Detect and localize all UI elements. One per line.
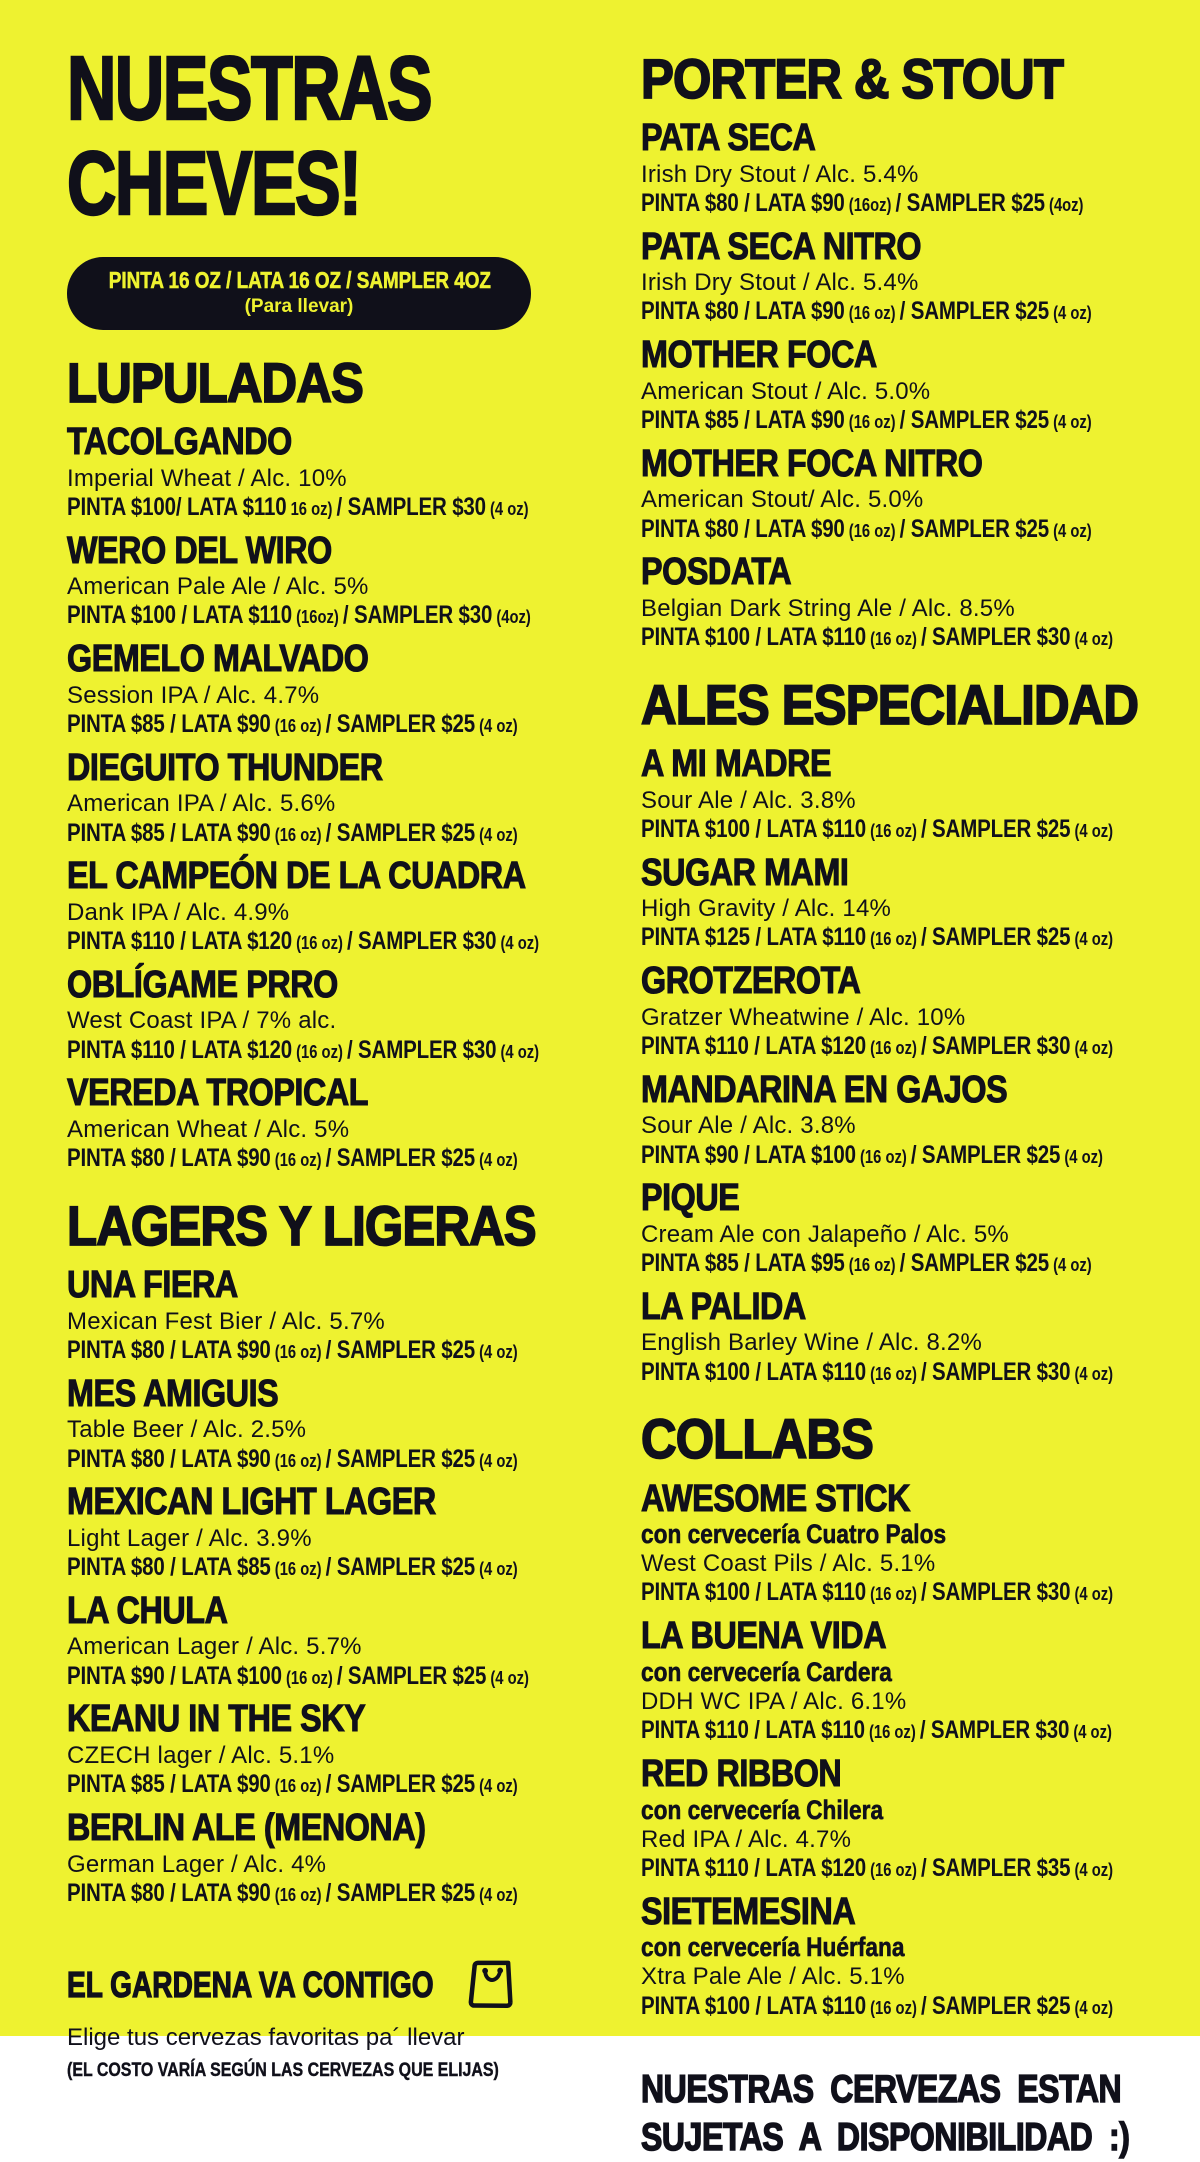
item-name: DIEGUITO THUNDER xyxy=(67,746,383,789)
price-pinta-lata: PINTA $100/ LATA $110 xyxy=(67,492,287,521)
item-style-abv: Dank IPA / Alc. 4.9% xyxy=(67,898,290,926)
item-style-abv: Irish Dry Stout / Alc. 5.4% xyxy=(641,269,919,297)
item-name: KEANU IN THE SKY xyxy=(67,1698,366,1741)
serving-sizes-text: PINTA 16 OZ / LATA 16 OZ / SAMPLER 4OZ xyxy=(108,267,491,293)
item-style-abv: West Coast IPA / 7% alc. xyxy=(67,1007,337,1035)
price-pinta-lata: PINTA $80 / LATA $90 xyxy=(67,1878,271,1907)
menu-item xyxy=(67,1698,572,1799)
price-sampler-size: (4 oz) xyxy=(1060,1146,1103,1167)
item-style-abv: American Lager / Alc. 5.7% xyxy=(67,1633,362,1661)
page-title-line2: CHEVES! xyxy=(67,133,361,234)
price-sampler: / SAMPLER $25 xyxy=(325,1770,476,1799)
price-can-size: (16 oz) xyxy=(855,1146,911,1167)
item-name: MEXICAN LIGHT LAGER xyxy=(67,1481,436,1524)
price-can-size: (16 oz) xyxy=(866,1584,921,1605)
price-sampler-size: (4 oz) xyxy=(1069,1722,1112,1743)
price-sampler: / SAMPLER $25 xyxy=(899,1249,1050,1278)
price-can-size: (16 oz) xyxy=(270,1884,326,1905)
item-name: EL CAMPEÓN DE LA CUADRA xyxy=(67,855,526,898)
price-sampler: / SAMPLER $30 xyxy=(920,1578,1071,1607)
menu-item xyxy=(641,1891,1181,2021)
price-sampler-size: (4 oz) xyxy=(475,1341,518,1362)
section-title: LUPULADAS xyxy=(67,351,363,414)
item-collab-brewery: con cervecería Cuatro Palos xyxy=(641,1519,947,1550)
item-price-line xyxy=(641,923,1114,952)
menu-item xyxy=(67,1072,572,1173)
price-sampler: / SAMPLER $25 xyxy=(899,297,1050,326)
price-sampler: / SAMPLER $25 xyxy=(325,1444,476,1473)
menu-item xyxy=(67,638,572,739)
price-can-size: (16 oz) xyxy=(270,1450,326,1471)
menu-item xyxy=(67,1590,572,1691)
price-pinta-lata: PINTA $125 / LATA $110 xyxy=(641,923,867,952)
availability-note xyxy=(641,2066,1181,2161)
item-name: PATA SECA NITRO xyxy=(641,225,922,268)
item-name: LA CHULA xyxy=(67,1589,228,1632)
item-style-abv: High Gravity / Alc. 14% xyxy=(641,895,892,923)
item-style-abv: Session IPA / Alc. 4.7% xyxy=(67,681,320,709)
takeaway-header xyxy=(67,1964,572,2006)
item-collab-brewery: con cervecería Huérfana xyxy=(641,1932,905,1963)
price-sampler-size: (4 oz) xyxy=(496,1041,540,1062)
item-style-abv: English Barley Wine / Alc. 8.2% xyxy=(641,1329,983,1357)
price-sampler: / SAMPLER $25 xyxy=(325,1553,476,1582)
item-style-abv: Imperial Wheat / Alc. 10% xyxy=(67,464,347,492)
price-can-size: (16 oz) xyxy=(866,929,921,950)
item-style-abv: Light Lager / Alc. 3.9% xyxy=(67,1524,312,1552)
price-sampler: / SAMPLER $25 xyxy=(325,1335,476,1364)
price-sampler-size: (4 oz) xyxy=(1049,520,1092,541)
menu-item xyxy=(67,964,572,1065)
price-sampler-size: (4 oz) xyxy=(1070,1859,1114,1880)
price-sampler: / SAMPLER $25 xyxy=(325,818,476,847)
price-can-size: (16 oz) xyxy=(270,1559,326,1580)
price-sampler: / SAMPLER $25 xyxy=(325,710,476,739)
price-sampler-size: (4 oz) xyxy=(1070,1363,1114,1384)
price-sampler: / SAMPLER $30 xyxy=(336,492,486,521)
price-sampler: / SAMPLER $30 xyxy=(346,927,497,956)
item-collab-brewery: con cervecería Cardera xyxy=(641,1656,892,1687)
price-can-size: (16 oz) xyxy=(270,1776,326,1797)
price-pinta-lata: PINTA $90 / LATA $100 xyxy=(67,1661,282,1690)
item-name: LA PALIDA xyxy=(641,1285,806,1328)
price-sampler-size: (4 oz) xyxy=(475,1884,518,1905)
item-style-abv: American Stout/ Alc. 5.0% xyxy=(641,486,924,514)
item-price-line xyxy=(641,1031,1114,1061)
menu-item xyxy=(641,226,1181,327)
price-can-size: (16 oz) xyxy=(844,520,900,541)
price-pinta-lata: PINTA $85 / LATA $90 xyxy=(67,710,271,739)
item-price-line xyxy=(641,1716,1112,1745)
item-price-line xyxy=(67,1770,518,1799)
item-name: VEREDA TROPICAL xyxy=(67,1072,369,1115)
item-name: PIQUE xyxy=(641,1177,740,1220)
item-collab-brewery: con cervecería Chilera xyxy=(641,1794,884,1825)
price-can-size: (16 oz) xyxy=(866,1363,921,1384)
takeaway-note xyxy=(67,1964,572,2082)
item-style-abv: Mexican Fest Bier / Alc. 5.7% xyxy=(67,1307,385,1335)
item-price-line xyxy=(641,1578,1114,1607)
item-style-abv: American Wheat / Alc. 5% xyxy=(67,1116,350,1144)
menu-item xyxy=(641,1069,1181,1170)
menu-item xyxy=(67,421,572,522)
price-sampler: / SAMPLER $25 xyxy=(920,1991,1071,2020)
price-can-size: (16 oz) xyxy=(270,1341,326,1362)
price-pinta-lata: PINTA $100 / LATA $110 xyxy=(641,1578,867,1607)
price-sampler: / SAMPLER $25 xyxy=(920,923,1071,952)
price-sampler-size: (4 oz) xyxy=(475,1559,518,1580)
item-name: BERLIN ALE (MENONA) xyxy=(67,1806,426,1849)
price-sampler-size: (4 oz) xyxy=(475,1450,518,1471)
price-sampler: / SAMPLER $25 xyxy=(899,514,1050,543)
item-price-line xyxy=(67,927,540,956)
item-style-abv: Sour Ale / Alc. 3.8% xyxy=(641,786,856,814)
price-sampler-size: (4 oz) xyxy=(1070,1037,1114,1058)
item-name: MANDARINA EN GAJOS xyxy=(641,1068,1008,1111)
price-pinta-lata: PINTA $110 / LATA $120 xyxy=(67,1035,293,1064)
item-name: MOTHER FOCA xyxy=(641,334,877,377)
item-name: LA BUENA VIDA xyxy=(641,1615,887,1658)
price-pinta-lata: PINTA $100 / LATA $110 xyxy=(641,1991,867,2020)
price-pinta-lata: PINTA $100 / LATA $110 xyxy=(641,623,867,652)
item-name: POSDATA xyxy=(641,551,792,594)
item-style-abv: Cream Ale con Jalapeño / Alc. 5% xyxy=(641,1220,1009,1248)
menu-item xyxy=(641,1478,1181,1608)
price-sampler-size: (4 oz) xyxy=(475,1776,518,1797)
item-name: GEMELO MALVADO xyxy=(67,638,369,681)
item-style-abv: CZECH lager / Alc. 5.1% xyxy=(67,1741,335,1769)
price-sampler-size: (4 oz) xyxy=(1070,1997,1114,2018)
menu-item xyxy=(67,530,572,631)
item-style-abv: Belgian Dark String Ale / Alc. 8.5% xyxy=(641,594,1015,622)
section-title: ALES ESPECIALIDAD xyxy=(641,672,1139,736)
takeaway-disclaimer: (EL COSTO VARÍA SEGÚN LAS CERVEZAS QUE ELIJAS) xyxy=(67,2059,499,2081)
item-price-line xyxy=(641,1249,1092,1278)
price-pinta-lata: PINTA $80 / LATA $90 xyxy=(67,1335,271,1364)
price-sampler: / SAMPLER $30 xyxy=(342,601,493,630)
menu-item xyxy=(641,334,1181,435)
menu-section-collabs xyxy=(641,1407,1181,2020)
price-sampler-size: (4 oz) xyxy=(1049,412,1092,433)
item-name: PATA SECA xyxy=(641,117,816,160)
menu-item xyxy=(641,443,1181,544)
menu-item xyxy=(641,960,1181,1061)
item-name: TACOLGANDO xyxy=(67,421,292,464)
price-pinta-lata: PINTA $110 / LATA $120 xyxy=(641,1853,867,1882)
price-can-size: (16 oz) xyxy=(270,716,326,737)
price-sampler: / SAMPLER $30 xyxy=(920,1031,1071,1060)
serving-info-pill xyxy=(67,257,531,330)
item-style-abv: Sour Ale / Alc. 3.8% xyxy=(641,1112,856,1140)
menu-section-lagers-y-ligeras xyxy=(67,1194,572,1907)
item-style-abv: Gratzer Wheatwine / Alc. 10% xyxy=(641,1003,966,1031)
item-style-abv: Table Beer / Alc. 2.5% xyxy=(67,1416,307,1444)
section-title: PORTER & STOUT xyxy=(641,47,1064,110)
price-sampler-size: (4 oz) xyxy=(1049,303,1092,324)
price-pinta-lata: PINTA $100 / LATA $110 xyxy=(67,601,293,630)
price-pinta-lata: PINTA $80 / LATA $90 xyxy=(641,297,845,326)
price-sampler: / SAMPLER $30 xyxy=(920,1357,1071,1386)
item-name: MOTHER FOCA NITRO xyxy=(641,442,983,485)
right-sections-container xyxy=(641,47,1181,2020)
item-price-line xyxy=(641,623,1114,652)
takeaway-title: EL GARDENA VA CONTIGO xyxy=(67,1963,434,2005)
price-sampler: / SAMPLER $25 xyxy=(899,406,1050,435)
serving-togo-text: (Para llevar) xyxy=(244,296,354,317)
price-pinta-lata: PINTA $80 / LATA $85 xyxy=(67,1553,271,1582)
price-sampler: / SAMPLER $25 xyxy=(920,814,1071,843)
item-name: WERO DEL WIRO xyxy=(67,529,332,572)
item-price-line xyxy=(641,1357,1114,1387)
price-pinta-lata: PINTA $110 / LATA $120 xyxy=(641,1031,867,1060)
price-sampler: / SAMPLER $25 xyxy=(325,1878,476,1907)
item-price-line xyxy=(67,1878,518,1908)
item-price-line xyxy=(641,814,1114,844)
price-sampler-size: (4oz) xyxy=(1044,194,1084,215)
price-can-size: (16 oz) xyxy=(292,933,347,954)
price-sampler: / SAMPLER $30 xyxy=(920,623,1071,652)
item-style-abv: DDH WC IPA / Alc. 6.1% xyxy=(641,1687,907,1715)
left-column xyxy=(67,39,572,2082)
price-sampler-size: (4 oz) xyxy=(1049,1255,1092,1276)
price-sampler-size: (4 oz) xyxy=(1070,820,1114,841)
price-sampler: / SAMPLER $25 xyxy=(325,1144,476,1173)
price-pinta-lata: PINTA $85 / LATA $90 xyxy=(641,406,845,435)
item-style-abv: German Lager / Alc. 4% xyxy=(67,1850,327,1878)
price-sampler-size: (4 oz) xyxy=(475,1150,518,1171)
menu-section-ales-especialidad xyxy=(641,672,1181,1386)
availability-line1: NUESTRAS CERVEZAS ESTAN xyxy=(641,2068,1122,2112)
item-price-line xyxy=(641,1853,1114,1883)
menu-item xyxy=(67,855,572,956)
price-pinta-lata: PINTA $80 / LATA $90 xyxy=(641,188,845,217)
menu-item xyxy=(67,747,572,848)
menu-section-porter-stout xyxy=(641,47,1181,652)
price-sampler: / SAMPLER $35 xyxy=(920,1853,1071,1882)
menu-item xyxy=(641,1753,1181,1883)
item-style-abv: Irish Dry Stout / Alc. 5.4% xyxy=(641,160,919,188)
item-style-abv: Xtra Pale Ale / Alc. 5.1% xyxy=(641,1963,905,1991)
item-name: SIETEMESINA xyxy=(641,1890,856,1933)
page-title-line1: NUESTRAS xyxy=(67,39,432,139)
item-price-line xyxy=(67,601,531,630)
price-can-size: (16 oz) xyxy=(281,1667,337,1688)
item-price-line xyxy=(67,1144,518,1173)
menu-item xyxy=(641,117,1181,218)
price-can-size: (16oz) xyxy=(844,194,896,215)
item-price-line xyxy=(641,297,1092,326)
price-sampler: / SAMPLER $25 xyxy=(895,188,1045,217)
menu-item xyxy=(641,743,1181,844)
price-pinta-lata: PINTA $90 / LATA $100 xyxy=(641,1140,856,1169)
price-sampler: / SAMPLER $30 xyxy=(919,1716,1070,1745)
item-price-line xyxy=(641,406,1092,435)
menu-item xyxy=(641,852,1181,953)
price-pinta-lata: PINTA $85 / LATA $90 xyxy=(67,818,271,847)
item-price-line xyxy=(641,514,1092,544)
price-pinta-lata: PINTA $100 / LATA $110 xyxy=(641,1357,867,1386)
price-sampler-size: (4 oz) xyxy=(1070,1584,1114,1605)
item-price-line xyxy=(67,818,518,848)
menu-item xyxy=(67,1264,572,1365)
price-sampler: / SAMPLER $25 xyxy=(336,1661,487,1690)
price-sampler: / SAMPLER $30 xyxy=(346,1035,497,1064)
price-pinta-lata: PINTA $100 / LATA $110 xyxy=(641,814,867,843)
right-column xyxy=(641,47,1181,2162)
price-pinta-lata: PINTA $80 / LATA $90 xyxy=(641,514,845,543)
item-price-line xyxy=(641,1991,1114,2021)
section-title: LAGERS Y LIGERAS xyxy=(67,1194,536,1258)
section-title: COLLABS xyxy=(641,1407,874,1471)
price-can-size: (16 oz) xyxy=(866,1997,921,2018)
item-name: A MI MADRE xyxy=(641,743,832,786)
availability-line2: SUJETAS A DISPONIBILIDAD :) xyxy=(641,2115,1130,2159)
price-sampler-size: (4 oz) xyxy=(486,1667,529,1688)
price-can-size: (16 oz) xyxy=(844,412,900,433)
item-name: UNA FIERA xyxy=(67,1264,238,1307)
price-can-size: (16 oz) xyxy=(866,629,921,650)
menu-item xyxy=(641,1615,1181,1745)
price-pinta-lata: PINTA $85 / LATA $90 xyxy=(67,1770,271,1799)
price-sampler-size: (4 oz) xyxy=(485,498,529,519)
item-price-line xyxy=(67,492,529,522)
price-can-size: (16 oz) xyxy=(270,1150,326,1171)
item-name: AWESOME STICK xyxy=(641,1477,911,1520)
item-price-line xyxy=(641,1140,1103,1170)
price-sampler: / SAMPLER $25 xyxy=(910,1140,1061,1169)
page-title xyxy=(67,39,572,234)
menu-item xyxy=(641,1177,1181,1278)
item-price-line xyxy=(67,1661,529,1691)
price-can-size: 16 oz) xyxy=(286,498,337,519)
item-style-abv: Red IPA / Alc. 4.7% xyxy=(641,1825,852,1853)
price-pinta-lata: PINTA $80 / LATA $90 xyxy=(67,1144,271,1173)
price-sampler-size: (4 oz) xyxy=(1070,629,1114,650)
item-price-line xyxy=(67,1335,518,1365)
price-sampler-size: (4 oz) xyxy=(475,716,518,737)
price-can-size: (16 oz) xyxy=(864,1722,920,1743)
item-style-abv: American Stout / Alc. 5.0% xyxy=(641,377,931,405)
price-can-size: (16 oz) xyxy=(270,824,326,845)
price-sampler-size: (4oz) xyxy=(492,607,531,628)
menu-item xyxy=(67,1807,572,1908)
price-pinta-lata: PINTA $110 / LATA $120 xyxy=(67,927,293,956)
price-can-size: (16 oz) xyxy=(292,1041,347,1062)
menu-item xyxy=(641,1286,1181,1387)
price-pinta-lata: PINTA $80 / LATA $90 xyxy=(67,1444,271,1473)
price-can-size: (16 oz) xyxy=(866,1859,921,1880)
price-can-size: (16 oz) xyxy=(866,820,921,841)
left-sections-container xyxy=(67,351,572,1908)
item-price-line xyxy=(641,189,1084,218)
item-price-line xyxy=(67,1035,540,1065)
item-price-line xyxy=(67,1444,518,1474)
price-can-size: (16 oz) xyxy=(844,1255,900,1276)
menu-section-lupuladas xyxy=(67,351,572,1173)
item-name: OBLÍGAME PRRO xyxy=(67,963,338,1006)
item-price-line xyxy=(67,1553,518,1582)
menu-item xyxy=(67,1373,572,1474)
price-sampler-size: (4 oz) xyxy=(475,824,518,845)
menu-item xyxy=(641,551,1181,652)
item-style-abv: West Coast Pils / Alc. 5.1% xyxy=(641,1550,936,1578)
item-name: GROTZEROTA xyxy=(641,960,861,1003)
item-style-abv: American IPA / Alc. 5.6% xyxy=(67,790,336,818)
menu-item xyxy=(67,1481,572,1582)
price-sampler-size: (4 oz) xyxy=(496,933,540,954)
item-style-abv: American Pale Ale / Alc. 5% xyxy=(67,573,369,601)
shopping-bag-icon xyxy=(465,1954,519,2012)
item-name: MES AMIGUIS xyxy=(67,1372,279,1415)
item-name: SUGAR MAMI xyxy=(641,851,849,894)
price-can-size: (16 oz) xyxy=(844,303,900,324)
price-pinta-lata: PINTA $110 / LATA $110 xyxy=(641,1716,865,1745)
item-price-line xyxy=(67,710,518,739)
price-can-size: (16oz) xyxy=(292,607,343,628)
price-pinta-lata: PINTA $85 / LATA $95 xyxy=(641,1249,845,1278)
item-name: RED RIBBON xyxy=(641,1752,842,1795)
takeaway-subtitle: Elige tus cervezas favoritas pa´ llevar xyxy=(67,2023,465,2051)
price-sampler-size: (4 oz) xyxy=(1070,929,1114,950)
price-can-size: (16 oz) xyxy=(866,1037,921,1058)
